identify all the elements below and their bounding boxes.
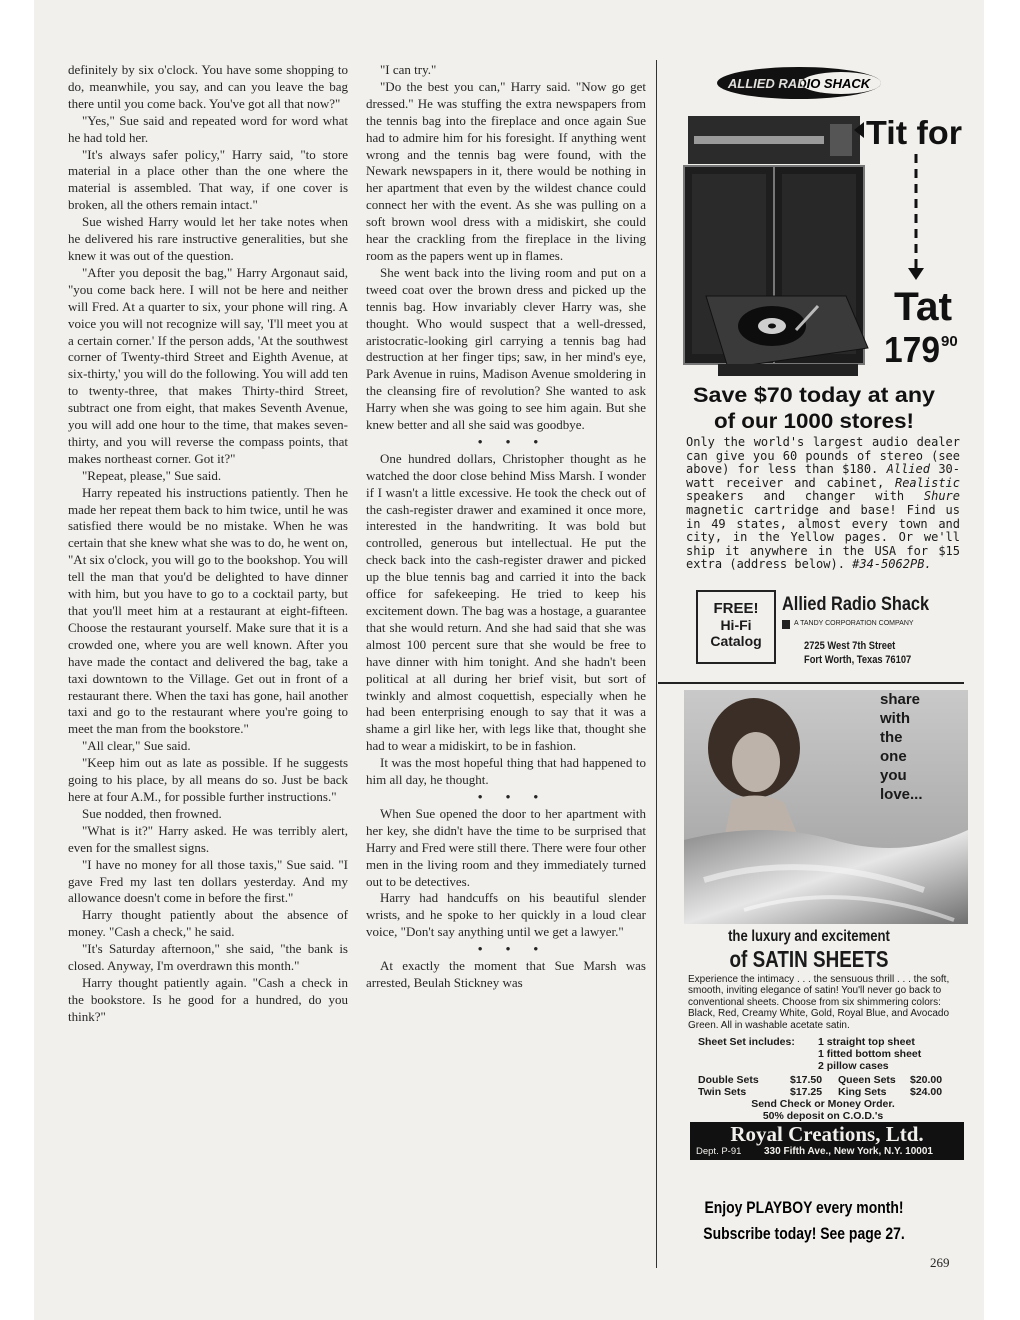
tagline-word: share: [880, 691, 921, 708]
tagline-word: the: [880, 729, 903, 746]
story-paragraph: "Do the best you can," Harry said. "Now go get dressed." He was stuffing the extra newspapers from the tennis bag into the fireplace and once again Sue had to admire him for his foresight. If anything went wrong and the tennis bag were found, with the Newark newspapers in it, there would be nothing in her apartment that even by the wildest chance could connect her with the event. As she was pulling on a soft brown wool dress with a midiskirt, she could hear the crackling from the fireplace in the living room as the papers went up in flames.: [366, 78, 646, 263]
company-address-1: 2725 West 7th Street: [804, 640, 896, 652]
set-price: $20.00: [910, 1074, 943, 1086]
allied-monogram-icon: [782, 620, 790, 629]
story-paragraph: "It's always safer policy," Harry said, "to store material in a place other than the one where the material is assembled. That way, if one cover is broken, all the others remain intact.": [68, 146, 348, 213]
story-paragraph: Sue wished Harry would let her take notes when he delivered his rare instructive generalities, but she knew it was out of the question.: [68, 214, 348, 263]
story-paragraph: "Yes," Sue said and repeated word for word what he had told her.: [68, 112, 348, 145]
company-name: Allied Radio Shack: [782, 594, 930, 615]
set-price: $17.50: [790, 1074, 823, 1086]
section-break: • • •: [477, 433, 549, 449]
price-row: [698, 1074, 958, 1086]
includes-label: Sheet Set includes:: [698, 1036, 795, 1048]
free-catalog-coupon[interactable]: [696, 590, 776, 664]
story-paragraph: "What is it?" Harry asked. He was terribly alert, even for the smallest signs.: [68, 822, 348, 855]
includes-item: 2 pillow cases: [818, 1060, 889, 1072]
headline-tit-for: Tit for: [866, 114, 963, 151]
save-line-1: Save $70 today at any: [693, 384, 936, 407]
story-paragraph: "I can try.": [380, 62, 437, 77]
subscribe-line-2: Subscribe today! See page 27.: [703, 1224, 905, 1243]
radio-body-text: #34-5062PB.: [852, 557, 932, 572]
story-paragraph: Sue nodded, then frowned.: [82, 805, 222, 821]
price-row: [698, 1086, 958, 1098]
coupon-catalog: Catalog: [710, 633, 762, 649]
radio-body-text: Realistic: [894, 475, 960, 490]
arrow-down-icon: [908, 268, 924, 280]
order-line-1: Send Check or Money Order.: [751, 1098, 895, 1110]
radio-body-text: Shure: [923, 489, 960, 504]
story-paragraph: It was the most hopeful thing that had happened to him all day, he thought.: [366, 755, 646, 788]
set-name: King Sets: [838, 1086, 887, 1098]
story-paragraph: When Sue opened the door to her apartment with her key, she didn't have the time to be surprised that Harry and Fred were still there. There were four other men in the living room and they immediately turned out to be detectives.: [366, 805, 646, 889]
set-name: Double Sets: [698, 1074, 759, 1086]
company-address-2: Fort Worth, Texas 76107: [804, 654, 912, 666]
story-paragraph: "I have no money for all those taxis," Sue said. "I gave Fred my last ten dollars yesterday. And my allowance doesn't come in before the first.": [68, 856, 348, 906]
satin-tagline: [880, 690, 960, 804]
order-line-2: 50% deposit on C.O.D.'s: [762, 1110, 884, 1122]
set-name: Queen Sets: [838, 1074, 896, 1086]
story-column-1: [68, 62, 348, 1026]
satin-headline-1: the luxury and excitement: [728, 928, 890, 945]
story-paragraph: "After you deposit the bag," Harry Argonaut said, "you come back here. I will not be here and neither will Fred. At a quarter to six, your phone will ring. A voice you will not recognize will say, 'I'll meet you at a certain corner.' If the person adds, 'At the southwest corner of Twenty-third Street and Eighth Avenue, at six-thirty,' you will do the following. You will add ten to twenty-three, that makes Thirty-third Street, subtract one from eight, that makes Seventh Avenue, you will add one hour to the time, that makes seven-thirty, and you will reverse the compass points, that makes northeast corner. Got it?": [68, 264, 348, 466]
radio-body-text: Only the world's largest audio dealer can give you 60 pounds of stereo (see above) for less than $180.: [686, 435, 960, 477]
story-paragraph: Harry repeated his instructions patiently. Then he made her repeat them back to him twice, until he was satisfied there would be no mistake. When he was certain that she knew what she was to do, he went on, "At six o'clock, you will go to the bookshop. You will tell the man that you'd be delighted to have dinner with him, but you have to go to a cocktail party, but that you'll meet him at a restaurant at eight-fifteen. Choose the restaurant yourself. Make sure that it is a crowded one, where you are well known. After you have made the contact and delivered the bag, take a taxi downtown to the Village. Get out in front of a restaurant there. When the taxi has gone, hail another taxi and go to the restaurant where you're going to meet the man from the bookstore.": [68, 484, 348, 737]
story-paragraph: Harry thought patiently again. "Cash a check in the bookstore. Is he good for a hundred, do you think?": [68, 974, 348, 1024]
tagline-word: love...: [880, 786, 923, 803]
story-paragraph: definitely by six o'clock. You have some shopping to do, meanwhile, you say, and can you leave the bag there until you come back. You've got all that now?": [68, 62, 348, 111]
story-paragraph: She went back into the living room and put on a tweed coat over the brown dress and picked up the tennis bag. How invariably clever Harry was, she thought. Who would suspect that a well-dressed, aristocratic-looking girl carrying a tennis bag had destruction at her finger tips; saw, in her mind's eye, Park Avenue in ruins, Madison Avenue smoldering in the cleansing fire of revolution? She wanted to ask Harry when she was going to see him again. But she knew better and all she said was goodbye.: [366, 264, 646, 433]
ad-divider: [658, 682, 964, 684]
subscribe-line-1: Enjoy PLAYBOY every month!: [704, 1198, 904, 1217]
section-break: • • •: [477, 941, 549, 957]
allied-logo-text: ALLIED RADIO SHACK: [727, 76, 871, 91]
satin-headline-2: of SATIN SHEETS: [729, 946, 889, 972]
story-paragraph: "Keep him out as late as possible. If he suggests going to his place, by all means do so. Just be back here at four A.M., for possible further instructions.": [68, 755, 348, 804]
stereo-system-photo: [684, 116, 868, 376]
coupon-free: FREE!: [713, 600, 759, 617]
radio-body-text: speakers and changer with: [686, 489, 924, 504]
allied-logo: [717, 67, 881, 99]
story-paragraph: Harry thought patiently about the absence of money. "Cash a check," he said.: [68, 907, 348, 940]
company-subtitle: A TANDY CORPORATION COMPANY: [794, 620, 914, 627]
includes-item: 1 fitted bottom sheet: [818, 1048, 922, 1060]
section-break: • • •: [477, 788, 549, 804]
royal-creations-address: 330 Fifth Ave., New York, N.Y. 10001: [764, 1146, 933, 1157]
royal-creations-dept: Dept. P-91: [696, 1146, 742, 1157]
price-cents: 90: [941, 333, 958, 350]
satin-sheets-ad: [654, 690, 964, 1160]
page-number: 269: [930, 1255, 950, 1270]
story-paragraph: "All clear," Sue said.: [82, 738, 191, 754]
includes-item: 1 straight top sheet: [818, 1036, 915, 1048]
story-paragraph: "It's Saturday afternoon," she said, "the bank is closed. Anyway, I'm overdrawn this month.": [68, 941, 348, 974]
story-paragraph: One hundred dollars, Christopher thought as he watched the door close behind Miss Marsh. I wonder if I wasn't a little excessive. He took the check out of the cash-register drawer and examined it once more, interested in the handwriting. It was bold but controlled, generous but intellectual. He put the check back into the cash-register drawer and picked up the blue tennis bag and carried it into the back office for safekeeping. He tried to keep his excitement down. The bag was a hostage, a guarantee that she would return. And she had said that she was almost 100 percent sure that she would be free to have dinner with him tonight. And she hadn't been political at all during her brief visit, but sort of twinkly and almost coquettish, especially when he had been enterprising enough to say that it was a shame a girl like her, with legs like that, thought she had to wear a midiskirt, to be in fashion.: [366, 450, 646, 754]
radio-body-text: Allied: [886, 462, 930, 477]
subscribe-promo: [689, 1195, 919, 1247]
story-paragraph: Harry had handcuffs on his beautiful slender wrists, and he spoke to her quickly in a loud clear voice, "Don't say anything until we get a lawyer.": [366, 890, 646, 940]
radio-ad-body: [686, 436, 960, 572]
set-price: $17.25: [790, 1086, 823, 1098]
tagline-word: one: [880, 748, 907, 765]
story-column-2: [366, 62, 646, 992]
royal-creations-brand: Royal Creations, Ltd.: [730, 1122, 924, 1146]
headline-tat: Tat: [894, 285, 952, 329]
story-paragraph: At exactly the moment that Sue Marsh was arrested, Beulah Stickney was: [366, 958, 646, 990]
includes-list: [818, 1036, 921, 1072]
story-paragraph: "Repeat, please," Sue said.: [82, 467, 222, 483]
tagline-word: you: [880, 767, 907, 784]
radio-body-text: magnetic cartridge and base! Find us in 49 states, almost every town and city, in the Yellow pages. Or we'll ship it anywhere in the USA for $15 extra (address below).: [686, 502, 960, 572]
radio-body-text: 30-watt receiver and cabinet,: [686, 462, 960, 490]
save-line-2: of our 1000 stores!: [714, 410, 914, 433]
magazine-page: [34, 0, 984, 1320]
royal-creations-box: [690, 1122, 964, 1160]
price-main: 179: [884, 329, 940, 370]
tagline-word: with: [880, 710, 910, 727]
set-price: $24.00: [910, 1086, 943, 1098]
set-name: Twin Sets: [698, 1086, 747, 1098]
satin-body: Experience the intimacy . . . the sensuous thrill . . . the soft, smooth, inviting elegance of satin! You'll never go back to conventional sheets. Choose from six shimmering colors: Black, Red, Creamy White, Gold, Royal Blue, and Avocado Green. All in washable acetate satin.: [688, 974, 950, 1031]
coupon-hifi: Hi-Fi: [720, 617, 752, 633]
price-table: [698, 1074, 958, 1098]
allied-radio-shack-ad: [654, 60, 964, 688]
